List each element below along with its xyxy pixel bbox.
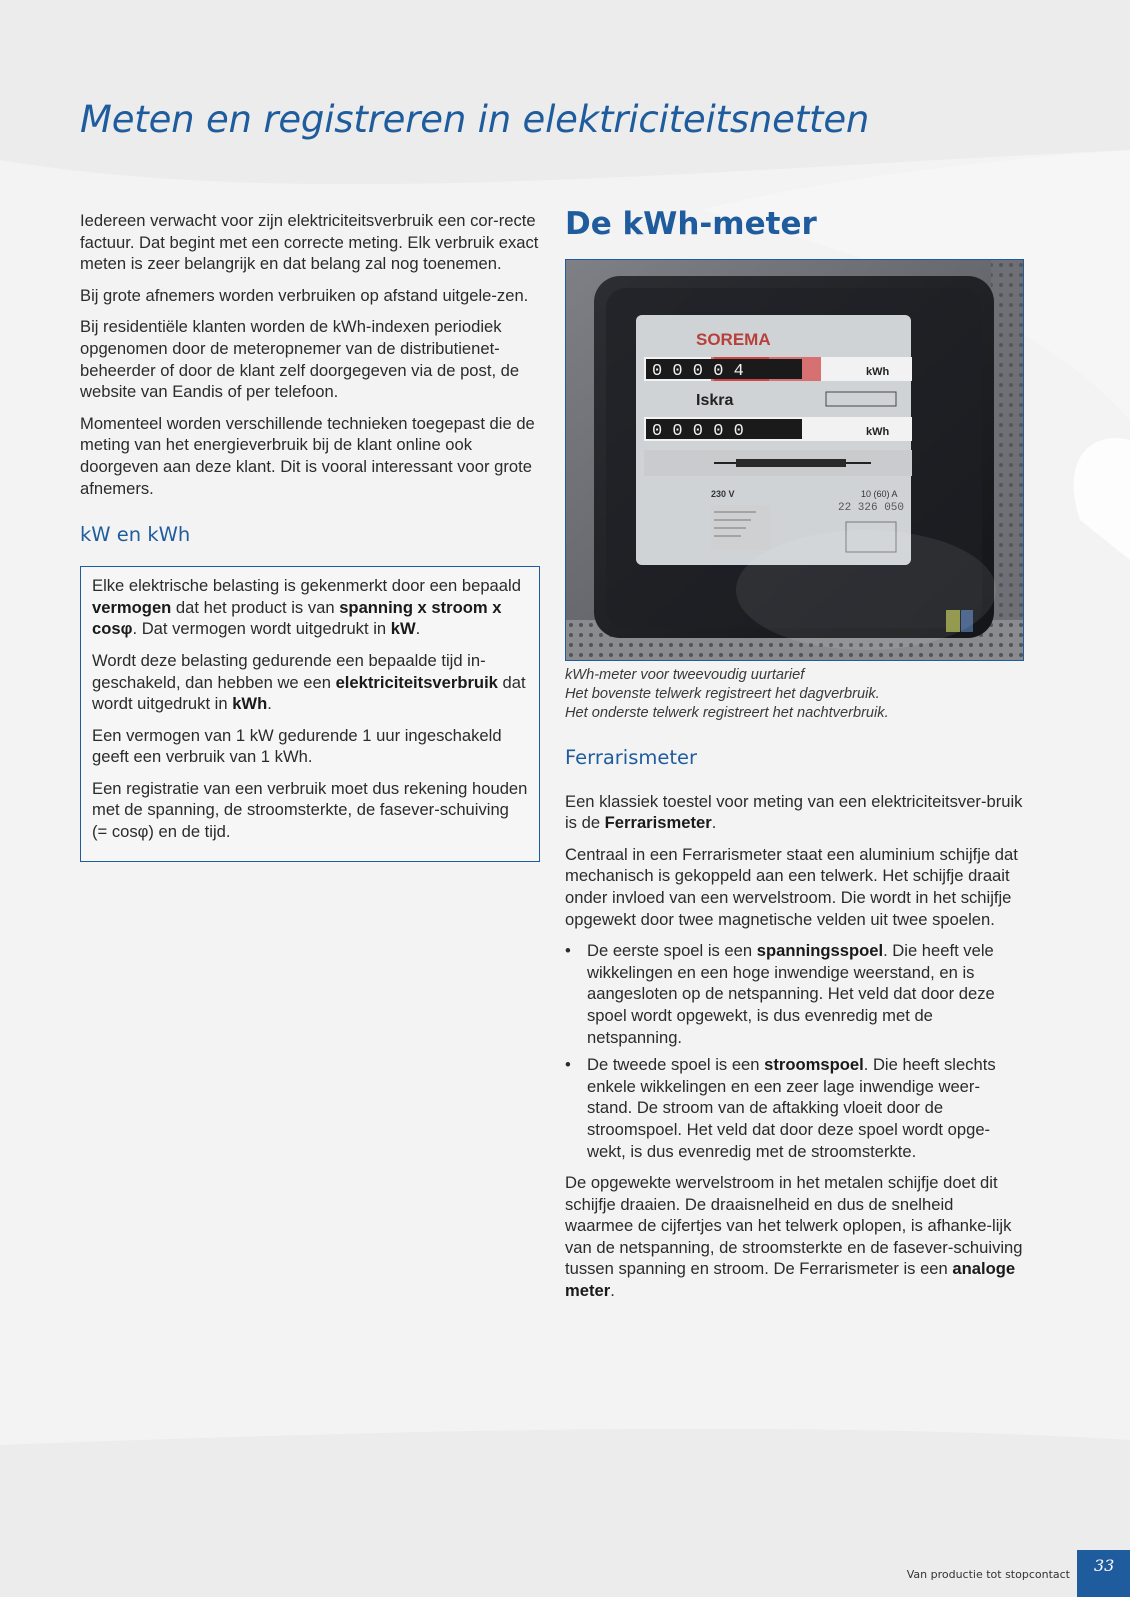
right-column <box>565 206 1025 1312</box>
svg-text:22 326 050: 22 326 050 <box>838 502 905 514</box>
box-paragraph-registration: Een registratie van een verbruik moet dus rekening houden met de spanning, de stroomsterkte, de fasever-schuiving (= cosφ) en de tijd. <box>92 778 528 842</box>
bullet-icon: • <box>565 1055 571 1075</box>
box-paragraph-power: Elke elektrische belasting is gekenmerkt door een bepaald vermogen dat het product is van spanning x stroom x cosφ. Dat vermogen wordt uitgedrukt in kW. <box>92 576 521 639</box>
intro-paragraph: Iedereen verwacht voor zijn elektriciteitsverbruik een cor-recte factuur. Dat begint met een correcte meting. Elk verbruik exact meten is zeer belangrijk en dat belang zal nog toenemen. <box>80 211 539 274</box>
ferraris-principle-paragraph: Centraal in een Ferrarismeter staat een aluminium schijfje dat mechanisch is gekoppeld aan een telwerk. Het schijfje draait onder invloed van een wervelstroom. Die wordt in het schijfje opgewekt door twee magnetische velden uit twee spoelen. <box>565 844 1018 929</box>
page-title: Meten en registreren in elektriciteitsnetten <box>80 98 870 141</box>
svg-text:kWh: kWh <box>866 426 890 438</box>
svg-text:SOREMA: SOREMA <box>696 330 771 349</box>
svg-text:kWh: kWh <box>866 366 890 378</box>
list-item: • De eerste spoel is een spanningsspoel. Die heeft vele wikkelingen en een hoge inwendige weerstand, en is aangesloten op de netspanning. Het veld dat door deze spoel wordt opgewekt, is dus evenredig met de netspanning. <box>565 941 995 1047</box>
box-paragraph-example: Een vermogen van 1 kW gedurende 1 uur ingeschakeld geeft een verbruik van 1 kWh. <box>92 725 502 767</box>
ferraris-heading: Ferrarismeter <box>565 745 698 769</box>
caption-line: kWh-meter voor tweevoudig uurtarief <box>565 667 805 683</box>
residential-paragraph: Bij residentiële klanten worden de kWh-indexen periodiek opgenomen door de meteropnemer van de distributienet-beheerder of door de klant zelf doorgegeven via de post, de website van Eandis of per telefoon. <box>80 317 520 402</box>
svg-text:0 0 0 0 4: 0 0 0 0 4 <box>652 362 744 381</box>
ferraris-intro-paragraph: Een klassiek toestel voor meting van een elektriciteitsver-bruik is de Ferrarismeter. <box>565 791 1023 833</box>
large-customers-paragraph: Bij grote afnemers worden verbruiken op afstand uitgele-zen. <box>80 285 529 305</box>
kw-kwh-info-box <box>80 566 540 862</box>
page-number: 33 <box>1077 1550 1130 1597</box>
caption-line: Het bovenste telwerk registreert het dagverbruik. <box>565 686 880 703</box>
footer-title: Van productie tot stopcontact <box>906 1568 1070 1581</box>
techniques-paragraph: Momenteel worden verschillende technieken toegepast die de meting van het energieverbruik bij de klant online ook doorgeven aan deze klant. Dit is vooral interessant voor grote afnemers. <box>80 413 535 498</box>
kwh-meter-heading: De kWh-meter <box>565 206 817 242</box>
photo-caption <box>565 666 1025 724</box>
svg-text:230 V: 230 V <box>711 489 735 499</box>
kwh-meter-photo <box>565 259 1024 661</box>
svg-text:0 0 0 0 0: 0 0 0 0 0 <box>652 422 744 441</box>
bullet-icon: • <box>565 941 571 961</box>
list-item: • De tweede spoel is een stroomspoel. Die heeft slechts enkele wikkelingen en een zeer lage inwendige weer-stand. De stroom van de aftakking vloeit door de stroomspoel. Het veld dat door deze spoel wordt opge-wekt, is dus evenredig met de stroomsterkte. <box>565 1055 996 1161</box>
box-paragraph-consumption: Wordt deze belasting gedurende een bepaalde tijd in-geschakeld, dan hebben we een elektriciteitsverbruik dat wordt uitgedrukt in kWh. <box>92 650 526 714</box>
ferraris-rotation-paragraph: De opgewekte wervelstroom in het metalen schijfje doet dit schijfje draaien. De draaisnelheid en dus de snelheid waarmee de cijfertjes van het telwerk oplopen, is afhanke-lijk van de netspanning, de stroomsterkte en de fasever-schuiving tussen spanning en stroom. De Ferrarismeter is een analoge meter. <box>565 1173 1023 1301</box>
svg-text:Iskra: Iskra <box>696 392 734 409</box>
caption-line: Het onderste telwerk registreert het nachtverbruik. <box>565 705 889 722</box>
svg-text:10 (60) A: 10 (60) A <box>861 489 898 499</box>
coil-list <box>565 940 1025 1162</box>
kw-kwh-heading: kW en kWh <box>80 523 191 547</box>
left-column <box>80 210 540 862</box>
